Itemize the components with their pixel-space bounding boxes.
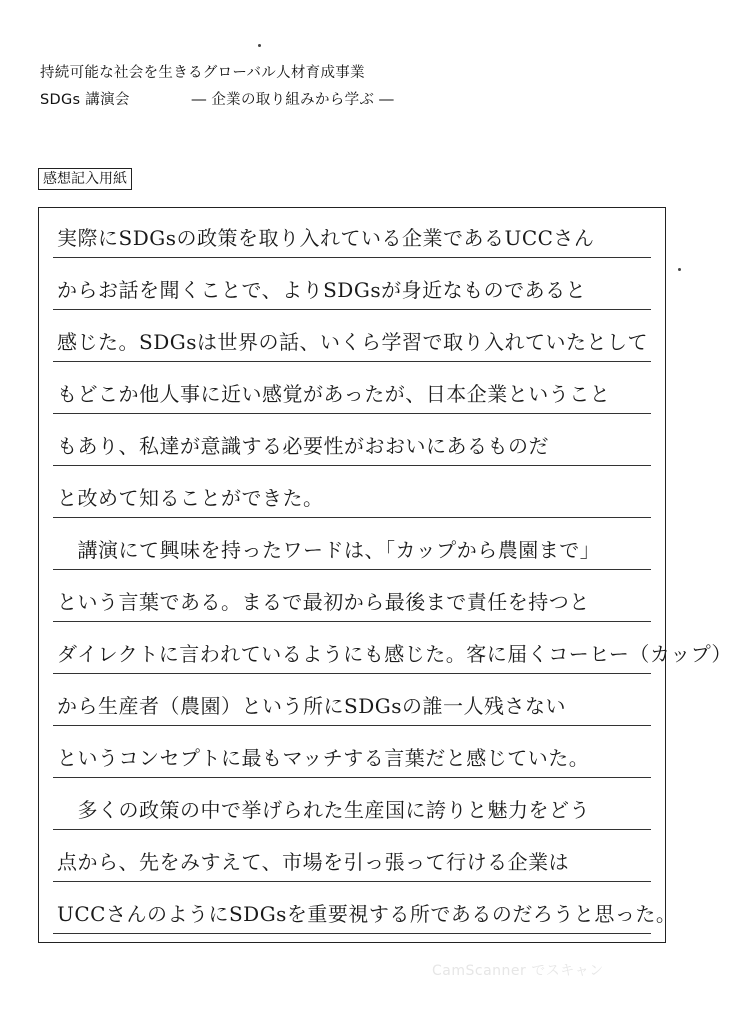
ruled-line [53, 673, 651, 674]
ruled-line [53, 777, 651, 778]
handwritten-line: から生産者（農園）という所にSDGsの誰一人残さない [57, 694, 566, 718]
ruled-line [53, 829, 651, 830]
handwritten-line: 講演にて興味を持ったワードは、「カップから農園まで」 [57, 538, 601, 562]
handwritten-line: と改めて知ることができた。 [57, 486, 324, 510]
handwritten-line: という言葉である。まるで最初から最後まで責任を持つと [57, 590, 590, 614]
scan-speck [678, 268, 681, 271]
ruled-line [53, 465, 651, 466]
handwritten-line: 感じた。SDGsは世界の話、いくら学習で取り入れていたとして [57, 330, 648, 354]
handwritten-line: というコンセプトに最もマッチする言葉だと感じていた。 [57, 746, 590, 770]
ruled-line [53, 725, 651, 726]
ruled-line [53, 621, 651, 622]
ruled-line [53, 257, 651, 258]
header-title: 持続可能な社会を生きるグローバル人材育成事業 [40, 65, 365, 81]
handwritten-line: ダイレクトに言われているようにも感じた。客に届くコーヒー（カップ） [57, 642, 732, 666]
ruled-line [53, 933, 651, 934]
handwritten-line: 多くの政策の中で挙げられた生産国に誇りと魅力をどう [57, 798, 590, 822]
ruled-line [53, 413, 651, 414]
handwritten-line: からお話を聞くことで、よりSDGsが身近なものであると [57, 278, 587, 302]
form-label: 感想記入用紙 [38, 168, 132, 190]
document-header [40, 62, 394, 111]
handwritten-line: もどこか他人事に近い感覚があったが、日本企業ということ [57, 382, 611, 406]
ruled-line [53, 569, 651, 570]
ruled-line [53, 361, 651, 362]
ruled-line [53, 309, 651, 310]
handwritten-line: 点から、先をみすえて、市場を引っ張って行ける企業は [57, 850, 570, 874]
scanner-watermark: CamScanner でスキャン [432, 963, 604, 979]
handwritten-line: 実際にSDGsの政策を取り入れている企業であるUCCさん [57, 226, 595, 250]
ruled-line [53, 881, 651, 882]
header-row [40, 89, 394, 111]
header-subtitle: ― 企業の取り組みから学ぶ ― [191, 92, 394, 108]
ruled-line [53, 517, 651, 518]
comment-box [38, 207, 732, 943]
scan-speck [258, 44, 261, 47]
handwritten-line: もあり、私達が意識する必要性がおおいにあるものだ [57, 434, 549, 458]
handwritten-line: UCCさんのようにSDGsを重要視する所であるのだろうと思った。 [57, 902, 677, 926]
header-series: SDGs 講演会 [40, 92, 130, 108]
